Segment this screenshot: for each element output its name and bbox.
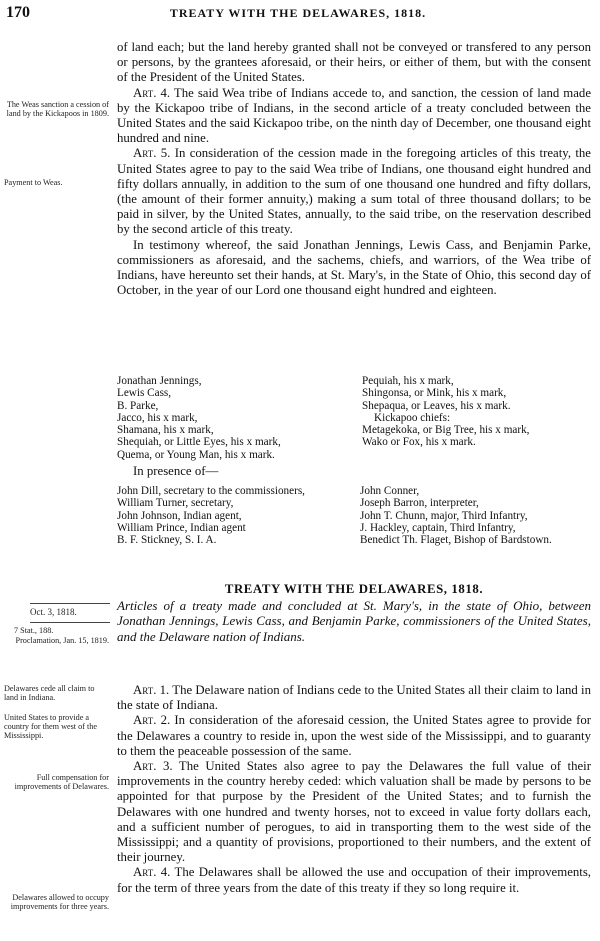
margin-rule [30,622,110,623]
article-1-delaware [117,683,591,713]
witness: Benedict Th. Flaget, Bishop of Bardstown. [360,534,552,547]
article-text: In consideration of the aforesaid cession, the United States agree to provide for the Delawares a country to reside in, upon the west side of the Mississippi, and to guaranty to them the peaceable possession of the same. [117,713,592,758]
witness: William Turner, secretary, [117,497,234,510]
article-label: Art. 1. [133,683,170,697]
margin-rule [30,603,110,604]
article-3-delaware [117,759,591,865]
signatory: Quema, or Young Man, his x mark. [117,448,275,461]
margin-note-country: United States to provide a country for them west of the Mississippi. [4,713,97,740]
article-2-delaware [117,713,591,759]
margin-note-compensation: Full compensation for improvements of Delawares. [14,773,109,791]
article-4-wea [117,86,591,147]
section-title: TREATY WITH THE DELAWARES, 1818. [224,582,484,596]
signatories-right [362,375,529,449]
article-text: In consideration of the cession made in the foregoing articles of this treaty, the United States agree to pay to the said Wea tribe of Indians, one thousand eight hundred and fifty dollars annually, in addition to the sum of one thousand one hundred and fifty dollars, (the amount of their former annuity,) making a sum total of three thousand dollars; to be paid in silver, by the United States, annually, to the said tribe, on the reservation described by the second article of this treaty. [117,146,591,237]
witness: William Prince, Indian agent [117,521,246,534]
signatory: Shequiah, or Little Eyes, his x mark, [117,436,281,449]
running-header [6,4,590,26]
witness: John Conner, [360,485,420,497]
signatory: Metagekoka, or Big Tree, his x mark, [362,424,530,437]
paragraph-continuation: of land each; but the land hereby granted shall not be conveyed or transfered to any person or persons, by the grantees aforesaid, or their heirs, or either of them, but with the consent of the President of the United States. [117,40,591,85]
signatory: Pequiah, his x mark, [362,375,454,387]
witness: John Johnson, Indian agent, [117,509,242,522]
signatory: Jacco, his x mark, [117,411,198,424]
body-bottom [117,683,591,896]
margin-stat: 7 Stat., 188. [14,626,54,635]
article-text: The United States also agree to pay the Delawares the full value of their improvements in the country hereby ceded: which valuation shall be made by persons to be appointed for that purpose by the President of the United States; and to furnish the Delawares with one hundred and twenty horses, not to exceed in value forty dollars each, and a sufficient number of perogues, to aid in transporting them to the west side of the Mississippi; and a quantity of provisions, proportioned to their numbers, and the extent of their journey. [117,759,591,865]
signatory: Jonathan Jennings, [117,375,202,387]
article-text: The Delaware nation of Indians cede to the United States all their claim to land in the state of Indiana. [117,683,592,713]
signatory: Lewis Cass, [117,387,172,400]
presence-label: In presence of— [133,464,219,478]
margin-note-weas-sanction: The Weas sanction a cession of land by the Kickapoos in 1809. [6,100,109,118]
signatory: Shepaqua, or Leaves, his x mark. [362,399,511,412]
article-text: The Delawares shall be allowed the use and occupation of their improvements, for the term of three years from the date of this treaty if they so long require it. [117,865,592,895]
signatory: B. Parke, [117,399,159,412]
witness: John Dill, secretary to the commissioners, [117,485,305,497]
article-label: Art. 4. [133,865,171,880]
signatory: Shingonsa, or Mink, his x mark, [362,387,507,400]
witnesses-right [360,485,552,546]
article-4-delaware [117,865,591,895]
article-label: Art. 3. [133,759,173,774]
witnesses-left [117,485,305,546]
page-number: 170 [6,4,30,21]
treaty-intro: Articles of a treaty made and concluded at St. Mary's, in the state of Ohio, between Jonathan Jennings, Lewis Cass, and Benjamin Parke, commissioners of the United States, and the Delaware nation of Indians. [117,598,591,644]
margin-proclamation: Proclamation, Jan. 15, 1819. [15,636,109,645]
margin-date: Oct. 3, 1818. [30,607,77,617]
signatory: Wako or Fox, his x mark. [362,436,476,449]
margin-note-occupy: Delawares allowed to occupy improvements for three years. [10,893,109,911]
witness: J. Hackley, captain, Third Infantry, [360,521,516,534]
witness: B. F. Stickney, S. I. A. [117,534,217,547]
signatory-group-label: Kickapoo chiefs: [374,411,451,424]
article-label: Art. 2. [133,713,171,728]
signatory: Shamana, his x mark, [117,424,214,437]
article-text: The said Wea tribe of Indians accede to, and sanction, the cession of land made by the Kickapoo tribe of Indians, in the second article of a treaty concluded between the United States and the said Kickapoo tribe, on the ninth day of December, one thousand eight hundred and nine. [117,85,592,146]
article-label: Art. 5. [133,146,171,161]
witness: John T. Chunn, major, Third Infantry, [360,509,528,522]
article-5-wea [117,146,591,237]
article-label: Art. 4. [133,85,171,100]
body-top [117,40,591,298]
running-title: TREATY WITH THE DELAWARES, 1818. [169,6,427,20]
margin-note-payment: Payment to Weas. [4,178,63,187]
testimony-paragraph: In testimony whereof, the said Jonathan Jennings, Lewis Cass, and Benjamin Parke, commissioners as aforesaid, and the sachems, chiefs, and warriors, of the Wea tribe of Indians, have hereunto set their hands, at St. Mary's, in the State of Ohio, this second day of October, in the year of our Lord one thousand eight hundred and eighteen. [117,237,591,298]
margin-note-cede: Delawares cede all claim to land in Indiana. [4,684,95,702]
witness: Joseph Barron, interpreter, [360,497,479,510]
signatories-left [117,375,281,461]
